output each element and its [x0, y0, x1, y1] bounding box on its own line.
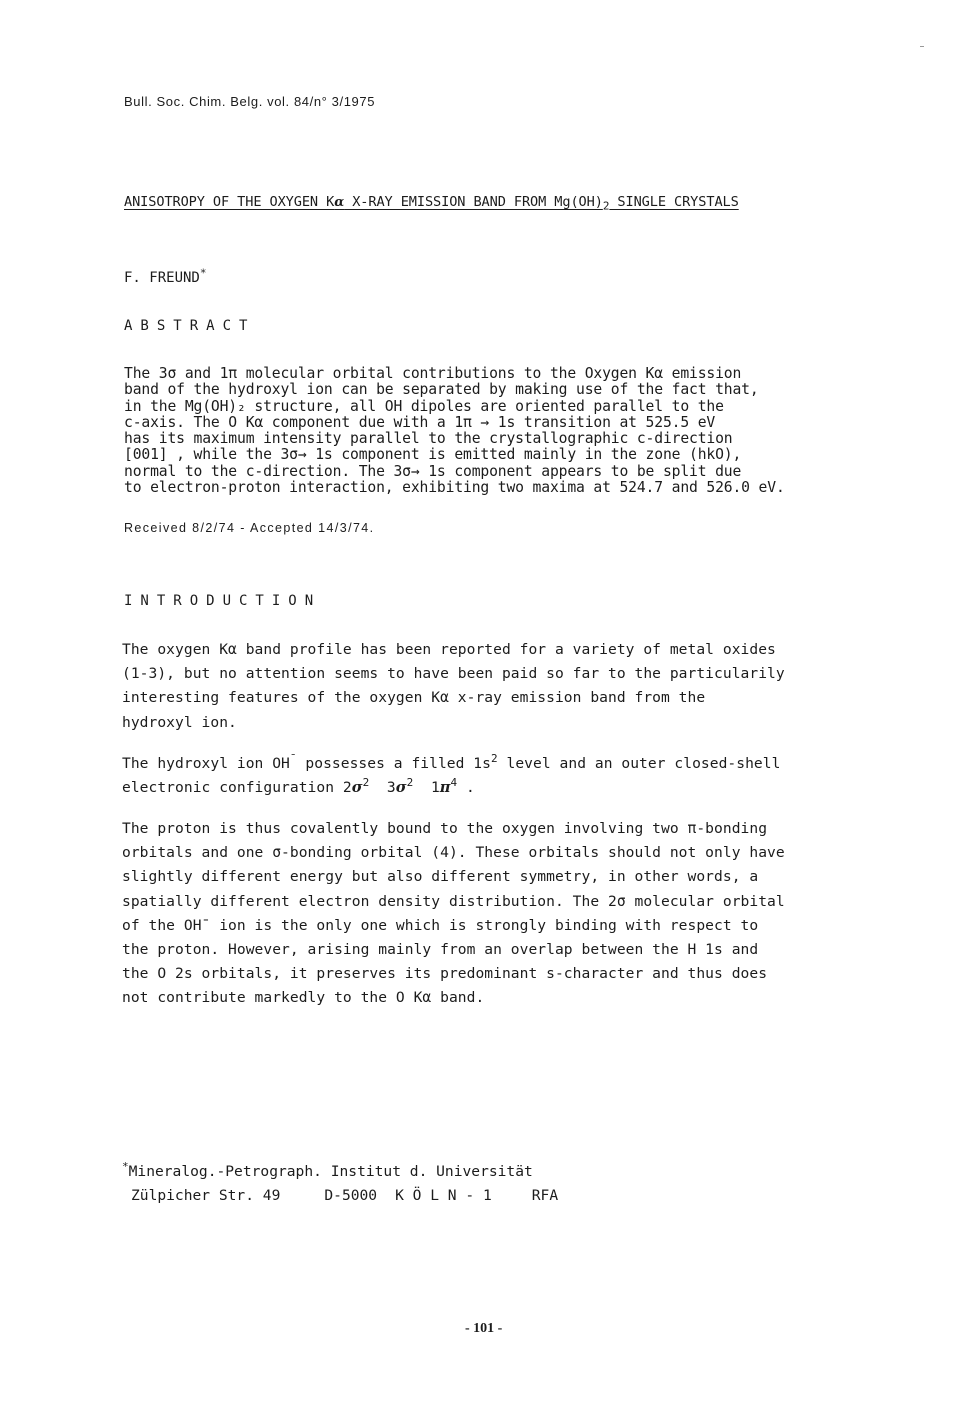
- text-run: The hydroxyl ion OH: [122, 755, 290, 772]
- title-part3: SINGLE CRYSTALS: [609, 194, 739, 210]
- introduction-heading: INTRODUCTION: [124, 593, 322, 609]
- superscript: ¯: [289, 752, 297, 766]
- sigma-symbol: σ: [351, 779, 363, 797]
- article-title: [124, 194, 739, 213]
- city: K Ö L N - 1: [395, 1187, 492, 1204]
- paragraph-line: [122, 752, 780, 776]
- sigma-symbol: σ: [395, 779, 407, 797]
- intro-paragraph-3: [122, 817, 785, 1011]
- abstract-heading: ABSTRACT: [124, 318, 256, 334]
- author: [124, 266, 207, 286]
- abstract-line: The 3σ and 1π molecular orbital contributions to the Oxygen Kα emission: [124, 365, 742, 382]
- kalpha-symbol: α: [334, 195, 345, 210]
- author-name: F. FREUND: [124, 270, 200, 286]
- text-run: 1: [413, 779, 440, 797]
- superscript: 2: [406, 776, 414, 790]
- paragraph-line: [122, 776, 780, 800]
- intro-paragraph-1: [122, 638, 785, 735]
- superscript: 2: [362, 776, 370, 790]
- text-run: .: [457, 779, 475, 797]
- abstract-line: [001] , while the 3σ→ 1s component is emitted mainly in the zone (hkO),: [124, 446, 742, 464]
- postcode: D-5000: [324, 1187, 378, 1204]
- superscript: 2: [490, 752, 498, 766]
- pi-symbol: π: [439, 779, 451, 797]
- text-run: possesses a filled 1s: [296, 755, 491, 772]
- paragraph-line: the O 2s orbitals, it preserves its predominant s-character and thus does: [122, 965, 768, 983]
- country: RFA: [531, 1187, 559, 1204]
- abstract-line: in the Mg(OH)₂ structure, all OH dipoles are oriented parallel to the: [124, 397, 724, 415]
- footnote-mark: *: [122, 1160, 129, 1174]
- title-part1: ANISOTROPY OF THE OXYGEN K: [124, 194, 335, 210]
- paragraph-line: interesting features of the oxygen Kα x-ray emission band from the: [122, 689, 706, 707]
- street-address: Zülpicher Str. 49: [131, 1187, 281, 1204]
- abstract-line: normal to the c-direction. The 3σ→ 1s component appears to be split due: [124, 462, 742, 480]
- abstract-line: to electron-proton interaction, exhibiting two maxima at 524.7 and 526.0 eV.: [124, 479, 785, 497]
- abstract-line: band of the hydroxyl ion can be separated by making use of the fact that,: [124, 381, 759, 399]
- title-part2: X-RAY EMISSION BAND FROM Mg(OH): [344, 194, 603, 210]
- paragraph-line: the proton. However, arising mainly from an overlap between the H 1s and: [122, 941, 759, 959]
- journal-reference: Bull. Soc. Chim. Belg. vol. 84/n° 3/1975: [124, 94, 376, 109]
- paragraph-line: The oxygen Kα band profile has been reported for a variety of metal oxides: [122, 641, 776, 658]
- superscript: 4: [450, 776, 458, 790]
- paragraph-line: spatially different electron density distribution. The 2σ molecular orbital: [122, 892, 785, 910]
- page-number: - 101 -: [465, 1321, 503, 1336]
- paragraph-line: of the OH¯ ion is the only one which is strongly binding with respect to: [122, 916, 759, 934]
- institute-name: Mineralog.-Petrograph. Institut d. Universität: [128, 1163, 533, 1180]
- paragraph-line: The proton is thus covalently bound to the oxygen involving two π-bonding: [122, 820, 768, 837]
- abstract-text: [124, 366, 785, 496]
- abstract-line: has its maximum intensity parallel to the crystallographic c-direction: [124, 430, 733, 448]
- received-dates: Received 8/2/74 - Accepted 14/3/74.: [124, 521, 375, 535]
- paragraph-line: not contribute markedly to the O Kα band.: [122, 989, 485, 1007]
- paragraph-line: hydroxyl ion.: [122, 713, 237, 731]
- title-subscript: 2: [602, 199, 610, 213]
- paragraph-line: orbitals and one σ-bonding orbital (4). These orbitals should not only have: [122, 844, 785, 862]
- footnote-line: [122, 1160, 558, 1184]
- abstract-line: c-axis. The O Kα component due with a 1π → 1s transition at 525.5 eV: [124, 413, 716, 431]
- footnote-line: [122, 1184, 558, 1208]
- author-footnote-mark: *: [199, 266, 207, 280]
- paragraph-line: (1-3), but no attention seems to have been paid so far to the particularily: [122, 665, 785, 683]
- text-run: 3: [369, 779, 396, 797]
- intro-paragraph-2: [122, 752, 780, 800]
- affiliation-footnote: [122, 1160, 558, 1208]
- text-run: electronic configuration 2: [122, 779, 352, 797]
- paragraph-line: slightly different energy but also different symmetry, in other words, a: [122, 868, 759, 886]
- scan-mark: [920, 46, 924, 47]
- text-run: level and an outer closed-shell: [497, 755, 781, 772]
